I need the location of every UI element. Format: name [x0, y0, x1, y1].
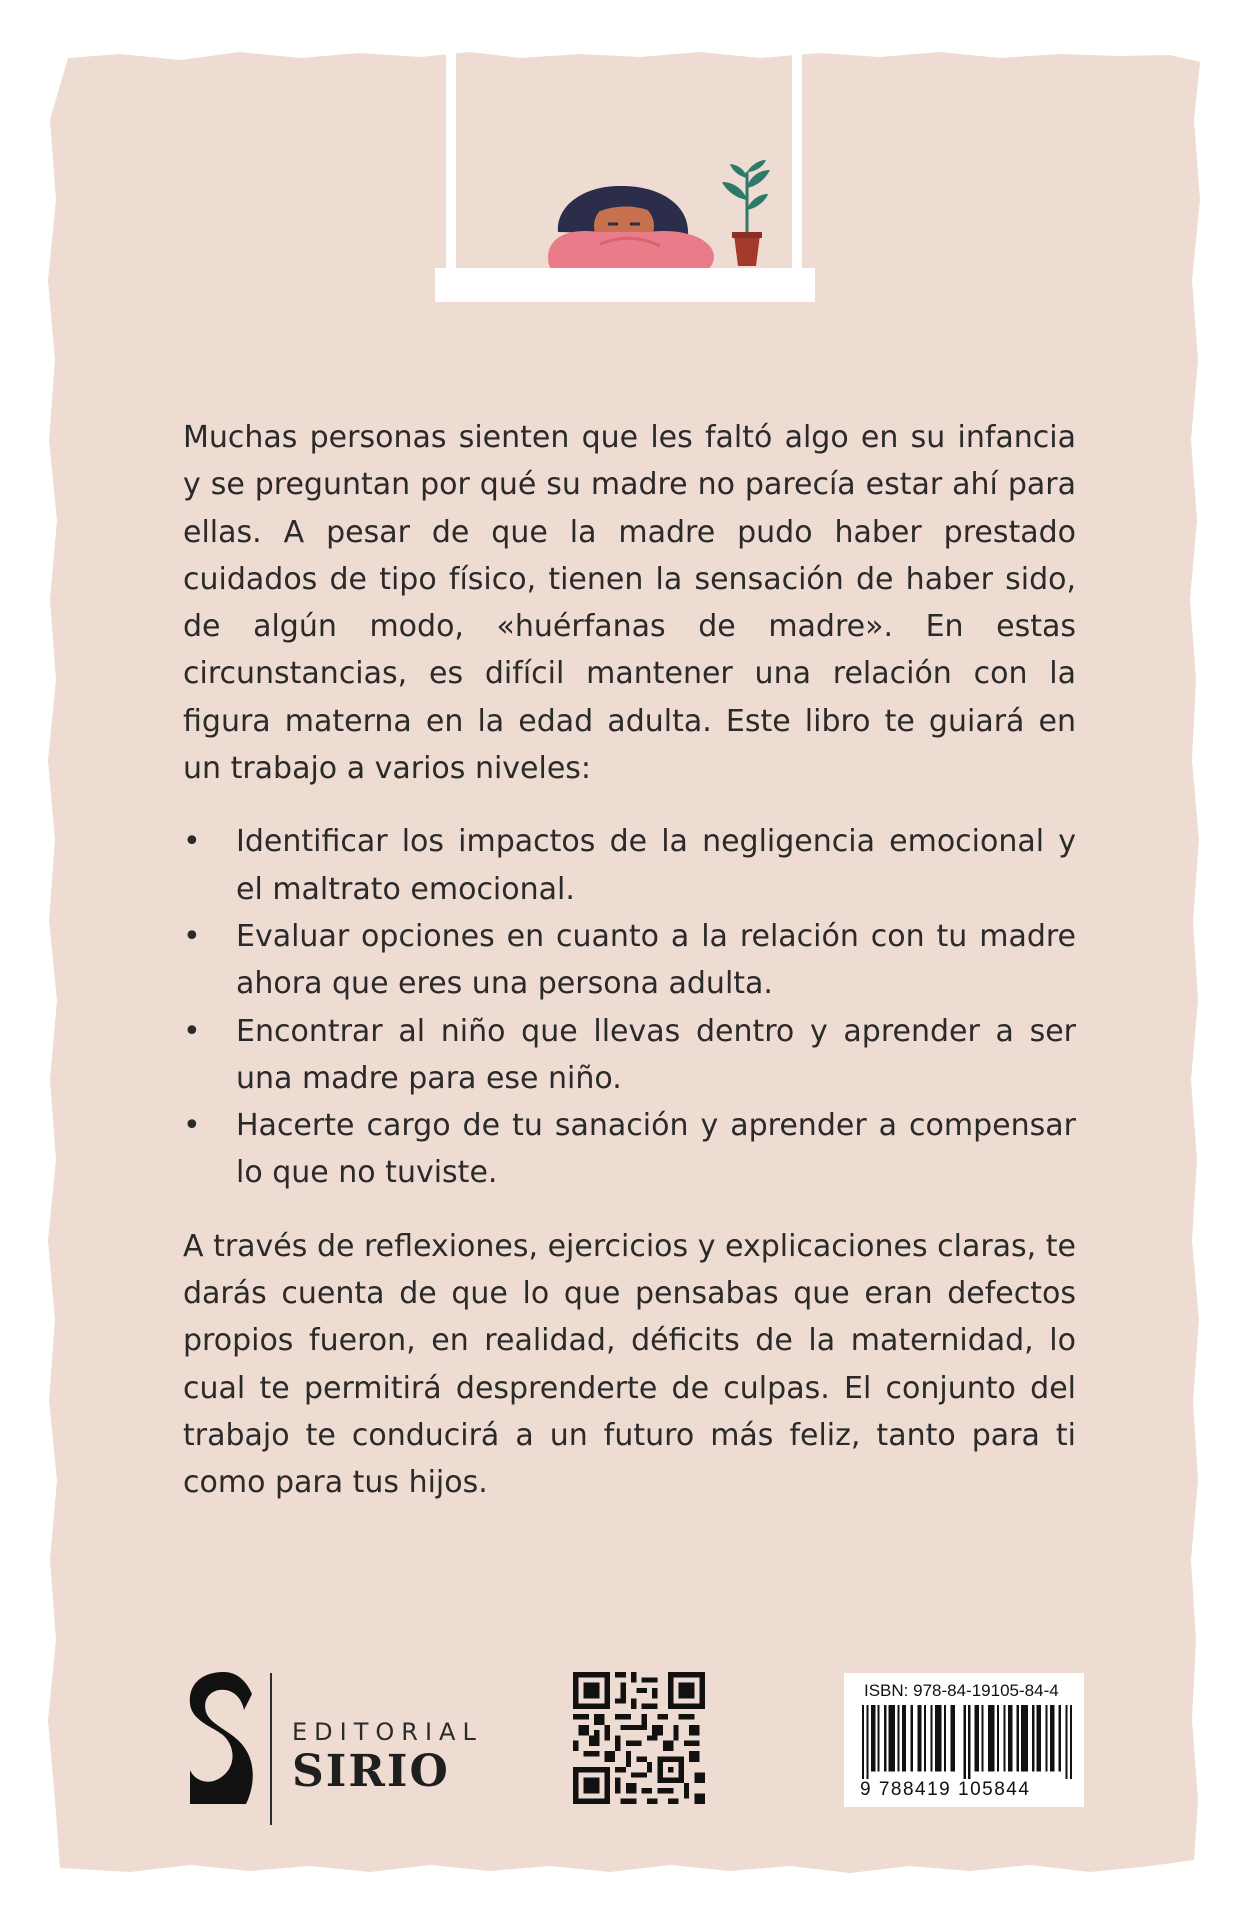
bullet-item: • Identificar los impactos de la negligencia emocional y el maltrato emocional.: [183, 818, 1076, 913]
closing-paragraph: A través de reflexiones, ejercicios y explicaciones claras, te darás cuenta de que lo que pensabas que eran defectos propios fueron, en realidad, déficits de la maternidad, lo cual te permitirá desprenderte de culpas. El conjunto del trabajo te conducirá a un futuro más feliz, tanto para ti como para tus hijos.: [183, 1228, 1076, 1501]
isbn-barcode: [844, 1673, 1084, 1807]
barcode-icon: [862, 1705, 1072, 1779]
bullet-item: • Hacerte cargo de tu sanación y aprender a compensar lo que no tuviste.: [183, 1102, 1076, 1197]
qr-code-icon: [573, 1672, 705, 1804]
bullet-list: [183, 818, 1076, 1196]
window-frame-right: [792, 50, 802, 270]
bullet-item: • Encontrar al niño que llevas dentro y aprender a ser una madre para ese niño.: [183, 1008, 1076, 1103]
isbn-label: ISBN: 978-84-19105-84-4: [864, 1681, 1059, 1700]
bullet-item: • Evaluar opciones en cuanto a la relación con tu madre ahora que eres una persona adulta.: [183, 913, 1076, 1008]
intro-paragraph: Muchas personas sienten que les faltó algo en su infancia y se preguntan por qué su madre no parecía estar ahí para ellas. A pesar de que la madre pudo haber prestado cuidados de tipo físico, tienen la sensación de haber sido, de algún modo, «huérfanas de madre». En estas circunstancias, es difícil mantener una relación con la figura materna en la edad adulta. Este libro te guiará en un trabajo a varios niveles:: [183, 420, 1076, 787]
woman-at-window-illustration: [0, 0, 1254, 320]
barcode-digits: 9 788419 105844: [860, 1779, 1031, 1800]
window-frame-left: [446, 50, 456, 270]
window-sill: [435, 268, 815, 302]
publisher-editorial-label: EDITORIAL: [292, 1718, 483, 1746]
swan-s-logo-icon: [186, 1670, 256, 1805]
publisher-divider: [270, 1673, 272, 1825]
potted-plant-icon: [722, 160, 770, 266]
back-cover-description: [183, 414, 1076, 1507]
publisher-name: SIRIO: [292, 1746, 450, 1797]
